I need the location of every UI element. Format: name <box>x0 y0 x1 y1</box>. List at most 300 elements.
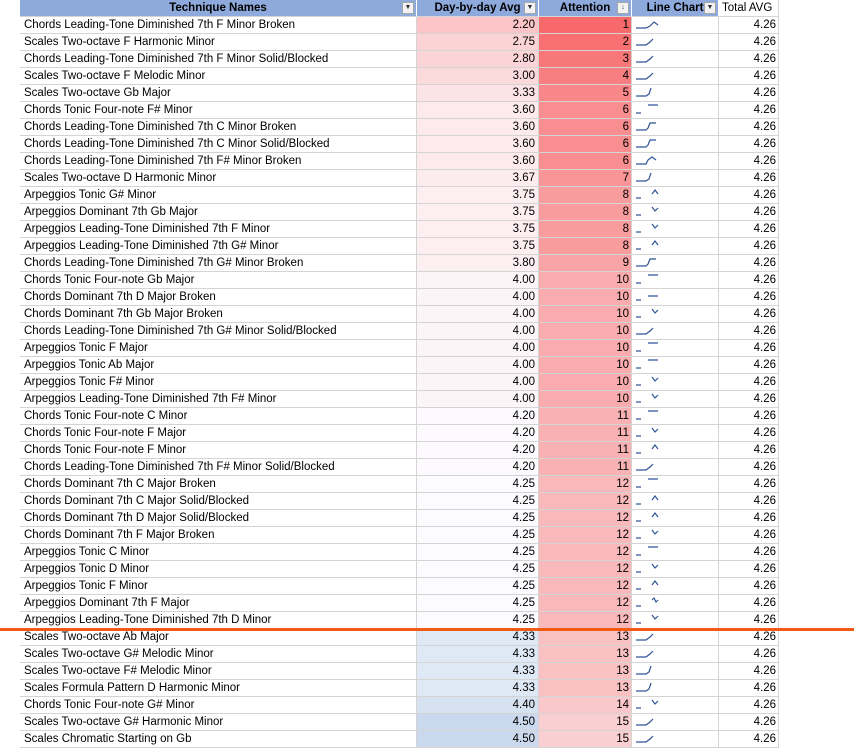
day-by-day-avg-value: 4.25 <box>512 495 535 507</box>
attention-cell[interactable] <box>539 51 632 68</box>
day-by-day-avg-cell[interactable] <box>417 578 539 595</box>
total-avg-value: 4.26 <box>753 699 776 711</box>
day-by-day-avg-value: 4.50 <box>512 716 535 728</box>
technique-name: Chords Tonic Four-note F# Minor <box>24 104 193 116</box>
attention-cell[interactable] <box>539 459 632 476</box>
attention-cell[interactable] <box>539 68 632 85</box>
line-chart-cell[interactable] <box>632 289 719 306</box>
day-by-day-avg-cell[interactable] <box>417 68 539 85</box>
total-avg-cell[interactable] <box>719 442 779 459</box>
day-by-day-avg-cell[interactable] <box>417 595 539 612</box>
day-by-day-avg-cell[interactable] <box>417 221 539 238</box>
attention-value: 8 <box>622 206 629 218</box>
total-avg-cell[interactable] <box>719 34 779 51</box>
technique-name: Scales Two-octave D Harmonic Minor <box>24 172 217 184</box>
total-avg-value: 4.26 <box>753 121 776 133</box>
total-avg-cell[interactable] <box>719 510 779 527</box>
day-by-day-avg-cell[interactable] <box>417 51 539 68</box>
day-by-day-avg-cell[interactable] <box>417 663 539 680</box>
attention-cell[interactable] <box>539 731 632 748</box>
total-avg-cell[interactable] <box>719 578 779 595</box>
total-avg-cell[interactable] <box>719 187 779 204</box>
attention-value: 6 <box>622 104 629 116</box>
total-avg-value: 4.26 <box>753 444 776 456</box>
total-avg-cell[interactable] <box>719 425 779 442</box>
total-avg-cell[interactable] <box>719 629 779 646</box>
line-chart-cell[interactable] <box>632 221 719 238</box>
technique-name: Arpeggios Tonic G# Minor <box>24 189 157 201</box>
sort-descending-filter-icon[interactable]: ↓ <box>617 2 629 14</box>
header-technique-names[interactable] <box>20 0 417 17</box>
day-by-day-avg-cell[interactable] <box>417 680 539 697</box>
line-chart-cell[interactable] <box>632 612 719 629</box>
total-avg-cell[interactable] <box>719 408 779 425</box>
day-by-day-avg-value: 3.75 <box>512 189 535 201</box>
line-chart-cell[interactable] <box>632 34 719 51</box>
day-by-day-avg-value: 4.00 <box>512 325 535 337</box>
total-avg-cell[interactable] <box>719 680 779 697</box>
line-chart-cell[interactable] <box>632 272 719 289</box>
day-by-day-avg-cell[interactable] <box>417 731 539 748</box>
attention-cell[interactable] <box>539 612 632 629</box>
sparkline <box>634 222 664 236</box>
total-avg-value: 4.26 <box>753 325 776 337</box>
day-by-day-avg-cell[interactable] <box>417 561 539 578</box>
day-by-day-avg-value: 4.00 <box>512 393 535 405</box>
technique-name-cell[interactable] <box>20 68 417 85</box>
line-chart-cell[interactable] <box>632 204 719 221</box>
attention-cell[interactable] <box>539 680 632 697</box>
day-by-day-avg-cell[interactable] <box>417 612 539 629</box>
day-by-day-avg-value: 4.00 <box>512 376 535 388</box>
technique-name-cell[interactable] <box>20 34 417 51</box>
total-avg-cell[interactable] <box>719 544 779 561</box>
sparkline <box>634 86 664 100</box>
table-row <box>20 561 780 578</box>
attention-value: 3 <box>622 53 629 65</box>
attention-cell[interactable] <box>539 476 632 493</box>
day-by-day-avg-cell[interactable] <box>417 493 539 510</box>
line-chart-cell[interactable] <box>632 595 719 612</box>
header-line-chart-label: Line Chart <box>646 2 704 14</box>
attention-cell[interactable] <box>539 578 632 595</box>
total-avg-cell[interactable] <box>719 102 779 119</box>
day-by-day-avg-cell[interactable] <box>417 442 539 459</box>
technique-name-cell[interactable] <box>20 136 417 153</box>
line-chart-cell[interactable] <box>632 731 719 748</box>
technique-name-cell[interactable] <box>20 119 417 136</box>
day-by-day-avg-cell[interactable] <box>417 289 539 306</box>
attention-value: 7 <box>622 172 629 184</box>
attention-cell[interactable] <box>539 714 632 731</box>
header-total-label: Total AVG <box>722 2 773 14</box>
line-chart-cell[interactable] <box>632 425 719 442</box>
table-row <box>20 289 780 306</box>
technique-name: Scales Two-octave F Melodic Minor <box>24 70 206 82</box>
technique-name-cell[interactable] <box>20 680 417 697</box>
line-chart-cell[interactable] <box>632 85 719 102</box>
line-chart-cell[interactable] <box>632 357 719 374</box>
day-by-day-avg-cell[interactable] <box>417 476 539 493</box>
technique-name: Chords Tonic Four-note F Minor <box>24 444 187 456</box>
attention-cell[interactable] <box>539 204 632 221</box>
line-chart-cell[interactable] <box>632 340 719 357</box>
line-chart-cell[interactable] <box>632 68 719 85</box>
total-avg-cell[interactable] <box>719 595 779 612</box>
attention-cell[interactable] <box>539 340 632 357</box>
day-by-day-avg-value: 4.00 <box>512 359 535 371</box>
day-by-day-avg-cell[interactable] <box>417 408 539 425</box>
line-chart-cell[interactable] <box>632 170 719 187</box>
technique-name-cell[interactable] <box>20 221 417 238</box>
total-avg-value: 4.26 <box>753 87 776 99</box>
technique-name-cell[interactable] <box>20 323 417 340</box>
line-chart-cell[interactable] <box>632 102 719 119</box>
day-by-day-avg-cell[interactable] <box>417 34 539 51</box>
header-total-avg[interactable] <box>719 0 779 17</box>
technique-name-cell[interactable] <box>20 595 417 612</box>
attention-value: 12 <box>616 512 629 524</box>
total-avg-value: 4.26 <box>753 580 776 592</box>
total-avg-cell[interactable] <box>719 663 779 680</box>
attention-cell[interactable] <box>539 221 632 238</box>
technique-name: Arpeggios Tonic F# Minor <box>24 376 155 388</box>
day-by-day-avg-cell[interactable] <box>417 629 539 646</box>
attention-cell[interactable] <box>539 102 632 119</box>
attention-value: 15 <box>616 716 629 728</box>
attention-cell[interactable] <box>539 442 632 459</box>
line-chart-cell[interactable] <box>632 510 719 527</box>
sparkline <box>634 494 664 508</box>
line-chart-cell[interactable] <box>632 442 719 459</box>
attention-cell[interactable] <box>539 544 632 561</box>
total-avg-cell[interactable] <box>719 17 779 34</box>
line-chart-cell[interactable] <box>632 136 719 153</box>
attention-cell[interactable] <box>539 187 632 204</box>
day-by-day-avg-cell[interactable] <box>417 187 539 204</box>
total-avg-cell[interactable] <box>719 204 779 221</box>
line-chart-cell[interactable] <box>632 663 719 680</box>
technique-name-cell[interactable] <box>20 340 417 357</box>
total-avg-cell[interactable] <box>719 391 779 408</box>
attention-cell[interactable] <box>539 510 632 527</box>
line-chart-cell[interactable] <box>632 323 719 340</box>
sparkline <box>634 290 664 304</box>
sparkline <box>634 664 664 678</box>
header-day-by-day-avg[interactable] <box>417 0 539 17</box>
sparkline <box>634 358 664 372</box>
attention-cell[interactable] <box>539 629 632 646</box>
sparkline <box>634 443 664 457</box>
total-avg-cell[interactable] <box>719 459 779 476</box>
technique-name: Chords Leading-Tone Diminished 7th F Minor Broken <box>24 19 296 31</box>
technique-name-cell[interactable] <box>20 561 417 578</box>
line-chart-cell[interactable] <box>632 51 719 68</box>
technique-name-cell[interactable] <box>20 731 417 748</box>
total-avg-value: 4.26 <box>753 53 776 65</box>
header-attention[interactable] <box>539 0 632 17</box>
technique-name: Chords Tonic Four-note G# Minor <box>24 699 195 711</box>
attention-cell[interactable] <box>539 85 632 102</box>
total-avg-cell[interactable] <box>719 136 779 153</box>
technique-name-cell[interactable] <box>20 204 417 221</box>
technique-name-cell[interactable] <box>20 510 417 527</box>
attention-cell[interactable] <box>539 136 632 153</box>
line-chart-cell[interactable] <box>632 255 719 272</box>
attention-value: 12 <box>616 580 629 592</box>
sparkline <box>634 596 664 610</box>
line-chart-cell[interactable] <box>632 680 719 697</box>
attention-cell[interactable] <box>539 119 632 136</box>
total-avg-value: 4.26 <box>753 342 776 354</box>
day-by-day-avg-cell[interactable] <box>417 255 539 272</box>
line-chart-cell[interactable] <box>632 646 719 663</box>
technique-name-cell[interactable] <box>20 170 417 187</box>
filter-dropdown-icon[interactable]: ▼ <box>704 2 716 14</box>
total-avg-cell[interactable] <box>719 476 779 493</box>
total-avg-value: 4.26 <box>753 138 776 150</box>
table-row <box>20 612 780 629</box>
line-chart-cell[interactable] <box>632 493 719 510</box>
day-by-day-avg-value: 4.00 <box>512 342 535 354</box>
attention-cell[interactable] <box>539 306 632 323</box>
technique-name-cell[interactable] <box>20 306 417 323</box>
technique-name-cell[interactable] <box>20 153 417 170</box>
technique-name-cell[interactable] <box>20 425 417 442</box>
attention-value: 6 <box>622 155 629 167</box>
total-avg-cell[interactable] <box>719 340 779 357</box>
day-by-day-avg-cell[interactable] <box>417 102 539 119</box>
technique-name: Chords Tonic Four-note F Major <box>24 427 187 439</box>
technique-name-cell[interactable] <box>20 578 417 595</box>
sparkline <box>634 154 664 168</box>
attention-cell[interactable] <box>539 391 632 408</box>
attention-cell[interactable] <box>539 272 632 289</box>
line-chart-cell[interactable] <box>632 629 719 646</box>
total-avg-cell[interactable] <box>719 238 779 255</box>
total-avg-cell[interactable] <box>719 153 779 170</box>
technique-name: Arpeggios Leading-Tone Diminished 7th F Minor <box>24 223 271 235</box>
technique-name-cell[interactable] <box>20 697 417 714</box>
day-by-day-avg-cell[interactable] <box>417 714 539 731</box>
total-avg-cell[interactable] <box>719 221 779 238</box>
day-by-day-avg-value: 3.60 <box>512 155 535 167</box>
total-avg-cell[interactable] <box>719 85 779 102</box>
technique-name-cell[interactable] <box>20 527 417 544</box>
attention-cell[interactable] <box>539 374 632 391</box>
day-by-day-avg-cell[interactable] <box>417 204 539 221</box>
day-by-day-avg-cell[interactable] <box>417 170 539 187</box>
total-avg-value: 4.26 <box>753 274 776 286</box>
attention-cell[interactable] <box>539 357 632 374</box>
line-chart-cell[interactable] <box>632 561 719 578</box>
technique-name-cell[interactable] <box>20 272 417 289</box>
attention-cell[interactable] <box>539 646 632 663</box>
technique-name-cell[interactable] <box>20 476 417 493</box>
total-avg-cell[interactable] <box>719 51 779 68</box>
day-by-day-avg-cell[interactable] <box>417 136 539 153</box>
line-chart-cell[interactable] <box>632 17 719 34</box>
attention-cell[interactable] <box>539 34 632 51</box>
day-by-day-avg-cell[interactable] <box>417 544 539 561</box>
technique-name-cell[interactable] <box>20 357 417 374</box>
total-avg-cell[interactable] <box>719 561 779 578</box>
line-chart-cell[interactable] <box>632 119 719 136</box>
total-avg-cell[interactable] <box>719 170 779 187</box>
attention-cell[interactable] <box>539 561 632 578</box>
technique-name-cell[interactable] <box>20 612 417 629</box>
day-by-day-avg-cell[interactable] <box>417 323 539 340</box>
line-chart-cell[interactable] <box>632 459 719 476</box>
technique-name-cell[interactable] <box>20 374 417 391</box>
attention-value: 6 <box>622 121 629 133</box>
day-by-day-avg-cell[interactable] <box>417 85 539 102</box>
day-by-day-avg-cell[interactable] <box>417 306 539 323</box>
day-by-day-avg-cell[interactable] <box>417 340 539 357</box>
attention-cell[interactable] <box>539 17 632 34</box>
line-chart-cell[interactable] <box>632 544 719 561</box>
attention-cell[interactable] <box>539 170 632 187</box>
technique-name: Arpeggios Tonic F Minor <box>24 580 148 592</box>
line-chart-cell[interactable] <box>632 238 719 255</box>
day-by-day-avg-cell[interactable] <box>417 238 539 255</box>
technique-name-cell[interactable] <box>20 459 417 476</box>
technique-name-cell[interactable] <box>20 102 417 119</box>
technique-name-cell[interactable] <box>20 629 417 646</box>
attention-cell[interactable] <box>539 153 632 170</box>
attention-value: 12 <box>616 529 629 541</box>
total-avg-cell[interactable] <box>719 731 779 748</box>
sparkline <box>634 460 664 474</box>
day-by-day-avg-value: 4.25 <box>512 529 535 541</box>
total-avg-cell[interactable] <box>719 289 779 306</box>
attention-cell[interactable] <box>539 425 632 442</box>
attention-cell[interactable] <box>539 595 632 612</box>
technique-name-cell[interactable] <box>20 391 417 408</box>
attention-cell[interactable] <box>539 289 632 306</box>
attention-cell[interactable] <box>539 697 632 714</box>
table-row <box>20 680 780 697</box>
filter-dropdown-icon[interactable]: ▼ <box>402 2 414 14</box>
day-by-day-avg-cell[interactable] <box>417 17 539 34</box>
total-avg-value: 4.26 <box>753 410 776 422</box>
day-by-day-avg-value: 4.25 <box>512 478 535 490</box>
technique-name-cell[interactable] <box>20 85 417 102</box>
day-by-day-avg-cell[interactable] <box>417 459 539 476</box>
table-row <box>20 187 780 204</box>
total-avg-cell[interactable] <box>719 374 779 391</box>
total-avg-cell[interactable] <box>719 119 779 136</box>
day-by-day-avg-cell[interactable] <box>417 527 539 544</box>
total-avg-cell[interactable] <box>719 527 779 544</box>
sparkline <box>634 69 664 83</box>
day-by-day-avg-cell[interactable] <box>417 374 539 391</box>
technique-name-cell[interactable] <box>20 714 417 731</box>
total-avg-cell[interactable] <box>719 357 779 374</box>
technique-name-cell[interactable] <box>20 255 417 272</box>
day-by-day-avg-cell[interactable] <box>417 391 539 408</box>
total-avg-cell[interactable] <box>719 272 779 289</box>
table-row <box>20 17 780 34</box>
day-by-day-avg-cell[interactable] <box>417 357 539 374</box>
line-chart-cell[interactable] <box>632 306 719 323</box>
total-avg-cell[interactable] <box>719 68 779 85</box>
day-by-day-avg-cell[interactable] <box>417 272 539 289</box>
technique-name: Scales Two-octave F# Melodic Minor <box>24 665 212 677</box>
line-chart-cell[interactable] <box>632 153 719 170</box>
day-by-day-avg-cell[interactable] <box>417 697 539 714</box>
sparkline <box>634 137 664 151</box>
total-avg-cell[interactable] <box>719 323 779 340</box>
technique-name: Chords Leading-Tone Diminished 7th C Minor Solid/Blocked <box>24 138 330 150</box>
table-row <box>20 136 780 153</box>
line-chart-cell[interactable] <box>632 697 719 714</box>
line-chart-cell[interactable] <box>632 714 719 731</box>
total-avg-value: 4.26 <box>753 461 776 473</box>
attention-value: 12 <box>616 546 629 558</box>
attention-cell[interactable] <box>539 255 632 272</box>
line-chart-cell[interactable] <box>632 187 719 204</box>
day-by-day-avg-cell[interactable] <box>417 646 539 663</box>
technique-name-cell[interactable] <box>20 51 417 68</box>
attention-cell[interactable] <box>539 238 632 255</box>
line-chart-cell[interactable] <box>632 476 719 493</box>
line-chart-cell[interactable] <box>632 374 719 391</box>
total-avg-cell[interactable] <box>719 493 779 510</box>
attention-cell[interactable] <box>539 408 632 425</box>
technique-name-cell[interactable] <box>20 238 417 255</box>
day-by-day-avg-cell[interactable] <box>417 153 539 170</box>
filter-dropdown-icon[interactable]: ▼ <box>524 2 536 14</box>
attention-cell[interactable] <box>539 493 632 510</box>
technique-name-cell[interactable] <box>20 187 417 204</box>
technique-name-cell[interactable] <box>20 646 417 663</box>
sparkline <box>634 630 664 644</box>
line-chart-cell[interactable] <box>632 391 719 408</box>
technique-name-cell[interactable] <box>20 408 417 425</box>
header-line-chart[interactable] <box>632 0 719 17</box>
total-avg-cell[interactable] <box>719 697 779 714</box>
total-avg-cell[interactable] <box>719 306 779 323</box>
sparkline <box>634 375 664 389</box>
day-by-day-avg-cell[interactable] <box>417 425 539 442</box>
sparkline <box>634 715 664 729</box>
line-chart-cell[interactable] <box>632 527 719 544</box>
day-by-day-avg-cell[interactable] <box>417 119 539 136</box>
attention-value: 1 <box>622 19 629 31</box>
line-chart-cell[interactable] <box>632 408 719 425</box>
technique-name-cell[interactable] <box>20 289 417 306</box>
technique-name-cell[interactable] <box>20 663 417 680</box>
attention-cell[interactable] <box>539 663 632 680</box>
technique-name-cell[interactable] <box>20 544 417 561</box>
attention-cell[interactable] <box>539 323 632 340</box>
total-avg-value: 4.26 <box>753 19 776 31</box>
day-by-day-avg-value: 3.80 <box>512 257 535 269</box>
technique-name-cell[interactable] <box>20 442 417 459</box>
technique-name-cell[interactable] <box>20 493 417 510</box>
attention-cell[interactable] <box>539 527 632 544</box>
line-chart-cell[interactable] <box>632 578 719 595</box>
total-avg-cell[interactable] <box>719 612 779 629</box>
table-row <box>20 51 780 68</box>
total-avg-cell[interactable] <box>719 714 779 731</box>
total-avg-cell[interactable] <box>719 255 779 272</box>
total-avg-cell[interactable] <box>719 646 779 663</box>
technique-name-cell[interactable] <box>20 17 417 34</box>
day-by-day-avg-cell[interactable] <box>417 510 539 527</box>
total-avg-value: 4.26 <box>753 291 776 303</box>
